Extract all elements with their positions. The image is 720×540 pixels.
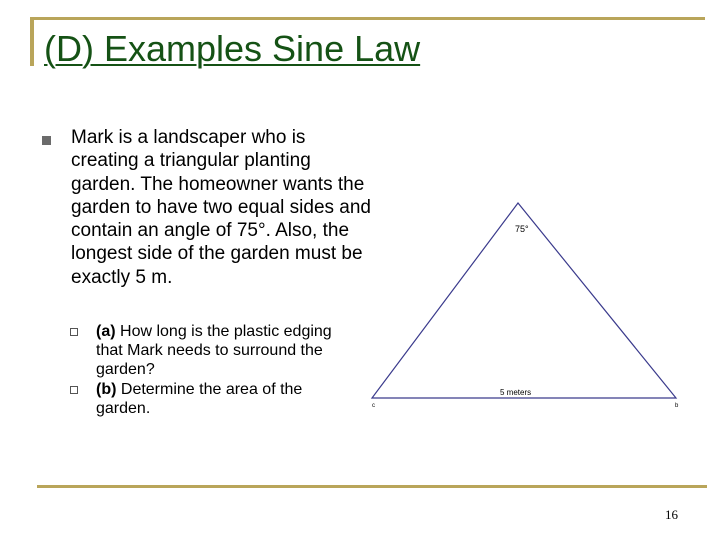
- main-bullet-text: Mark is a landscaper who is creating a triangular planting garden. The homeowner wants the garden to have two equal sides and contain an angle of 75°. Also, the longest side of the garden must be exactly 5 m.: [71, 127, 371, 288]
- sub-bullet-b-prefix: (b): [96, 380, 117, 398]
- right-vertex-label: b: [675, 403, 679, 409]
- page-number: 16: [665, 507, 678, 522]
- footer-rule: [37, 485, 707, 488]
- hollow-square-bullet-icon: [70, 386, 78, 394]
- sub-bullet-a-prefix: (a): [96, 323, 116, 340]
- sub-bullet-list: [70, 322, 340, 418]
- sub-bullet-a: [70, 322, 340, 380]
- hollow-square-bullet-icon: [70, 328, 78, 336]
- slide-title: (D) Examples Sine Law: [44, 28, 421, 69]
- sub-bullet-b: [70, 380, 340, 418]
- apex-angle-label: 75°: [515, 224, 529, 234]
- sub-bullet-a-text: How long is the plastic edging that Mark needs to surround the garden?: [96, 323, 332, 379]
- bullet-square-icon: [42, 136, 51, 145]
- base-length-label: 5 meters: [500, 388, 532, 397]
- sub-bullet-b-text: Determine the area of the garden.: [96, 380, 303, 417]
- left-vertex-label: c: [372, 403, 375, 409]
- triangle-figure: [360, 195, 690, 415]
